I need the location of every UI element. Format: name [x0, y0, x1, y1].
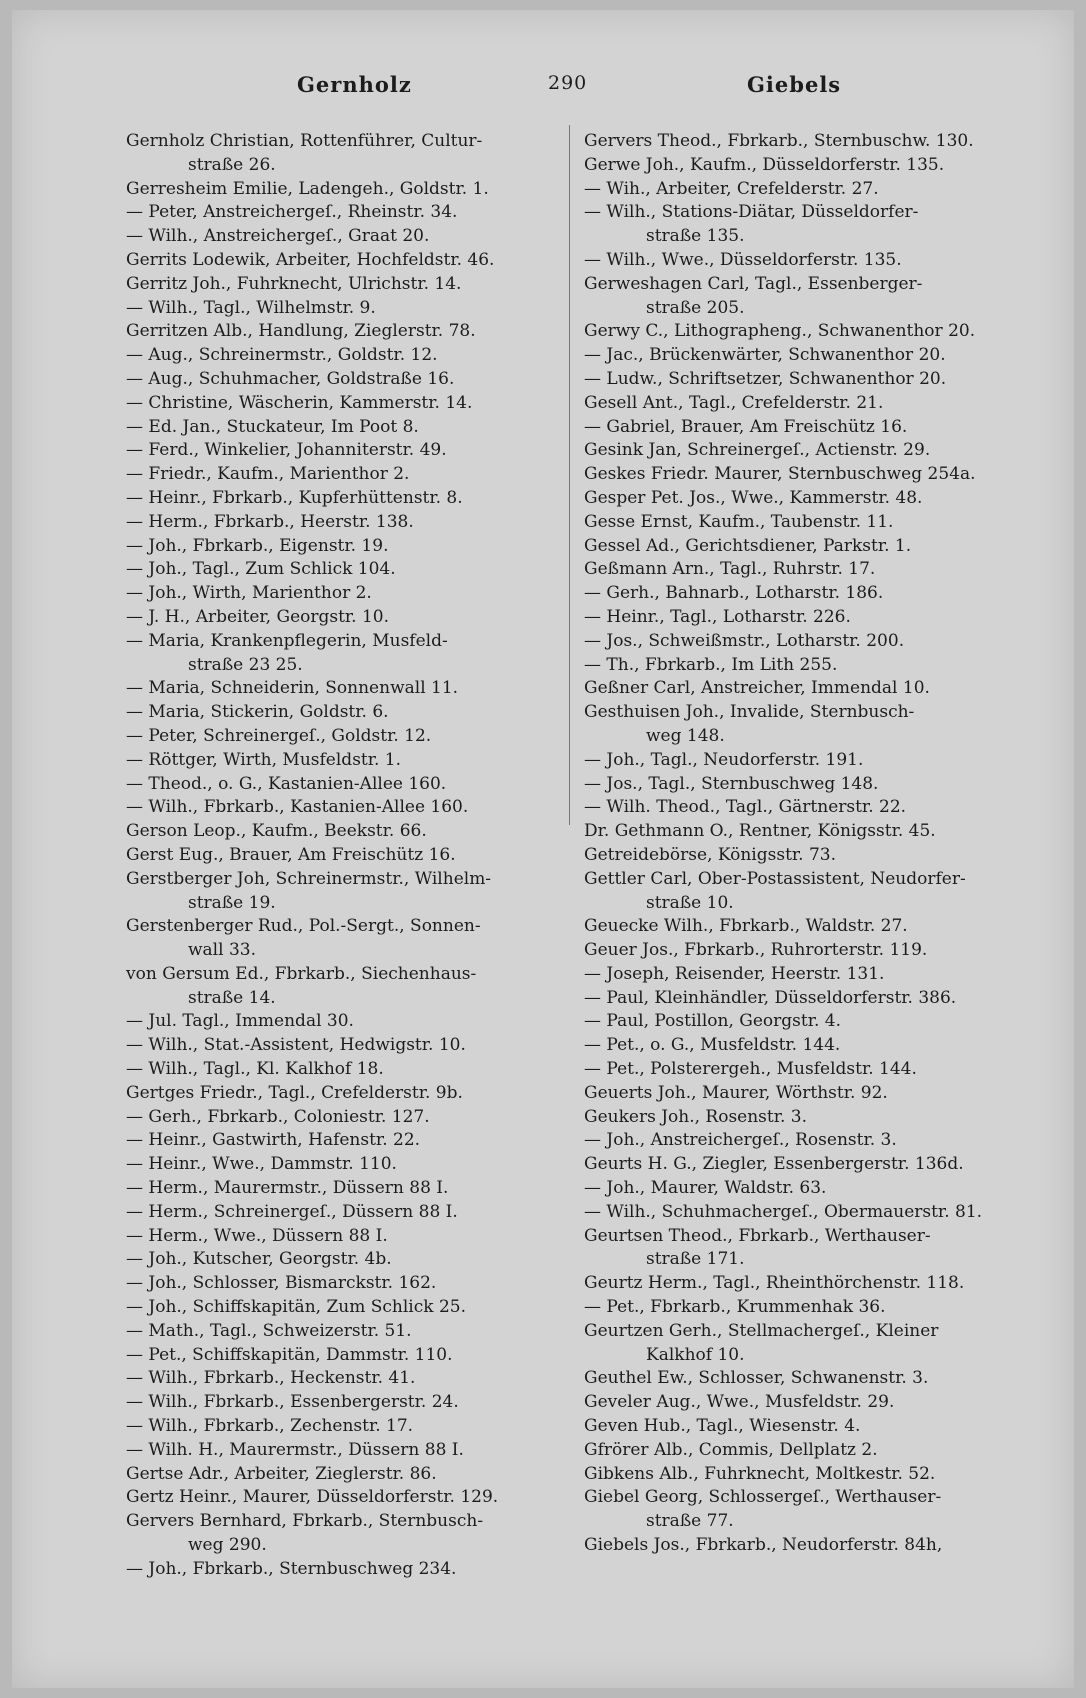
directory-entry: — Gerh., Bahnarb., Lotharstr. 186.	[584, 583, 884, 604]
directory-entry: Gerweshagen Carl, Tagl., Essenberger-	[584, 273, 923, 294]
directory-entry: — Wih., Arbeiter, Crefelderstr. 27.	[584, 178, 879, 199]
directory-entry: Gerstberger Joh, Schreinermstr., Wilhelm-	[126, 868, 492, 889]
directory-entry: — Joh., Fbrkarb., Eigenstr. 19.	[126, 535, 389, 556]
directory-entry: — Paul, Kleinhändler, Düsseldorferstr. 386.	[584, 987, 957, 1008]
directory-entry: Geßmann Arn., Tagl., Ruhrstr. 17.	[584, 559, 876, 580]
directory-entry: — Gabriel, Brauer, Am Freischütz 16.	[584, 416, 908, 437]
running-head-right: Giebels	[747, 72, 842, 97]
directory-entry: — Herm., Maurermstr., Düssern 88 I.	[126, 1178, 449, 1199]
directory-entry: — Wilh., Fbrkarb., Zechenstr. 17.	[126, 1416, 414, 1437]
directory-entry: — Joh., Anstreichergeſ., Rosenstr. 3.	[584, 1130, 897, 1151]
directory-entry: Gerresheim Emilie, Ladengeh., Goldstr. 1.	[126, 178, 489, 199]
directory-entry: straße 171.	[646, 1249, 745, 1270]
directory-entry: — Wilh., Tagl., Kl. Kalkhof 18.	[126, 1059, 384, 1080]
directory-entry: — Maria, Stickerin, Goldstr. 6.	[126, 702, 389, 723]
directory-entry: — Joh., Fbrkarb., Sternbuschweg 234.	[126, 1558, 457, 1579]
directory-entry: Getreidebörse, Königsstr. 73.	[584, 844, 837, 865]
directory-entry: — Pet., Fbrkarb., Krummenhak 36.	[584, 1297, 886, 1318]
directory-entry: straße 135.	[646, 226, 745, 247]
directory-entry: Geuecke Wilh., Fbrkarb., Waldstr. 27.	[584, 916, 908, 937]
directory-entry: — Aug., Schreinermstr., Goldstr. 12.	[126, 345, 438, 366]
directory-entry: — Gerh., Fbrkarb., Coloniestr. 127.	[126, 1106, 430, 1127]
running-head-left: Gernholz	[297, 72, 412, 97]
directory-entry: straße 26.	[188, 154, 276, 175]
directory-entry: Geven Hub., Tagl., Wiesenstr. 4.	[584, 1416, 861, 1437]
directory-entry: von Gersum Ed., Fbrkarb., Siechenhaus-	[126, 963, 477, 984]
directory-entry: weg 290.	[188, 1535, 267, 1556]
directory-entry: Gesse Ernst, Kaufm., Taubenstr. 11.	[584, 511, 894, 532]
directory-entry: Geurtsen Theod., Fbrkarb., Werthauser-	[584, 1225, 931, 1246]
directory-entry: straße 14.	[188, 987, 276, 1008]
directory-entry: Gernholz Christian, Rottenführer, Cultur-	[126, 131, 483, 151]
directory-entry: — Friedr., Kaufm., Marienthor 2.	[126, 464, 410, 485]
directory-entry: Gertges Friedr., Tagl., Crefelderstr. 9b.	[126, 1082, 463, 1103]
directory-entry: weg 148.	[646, 725, 725, 746]
directory-entry: Gertz Heinr., Maurer, Düsseldorferstr. 129.	[126, 1487, 499, 1508]
left-column	[126, 130, 568, 1582]
directory-entry: Gesper Pet. Jos., Wwe., Kammerstr. 48.	[584, 487, 923, 508]
directory-entry: — Wilh., Stat.-Assistent, Hedwigstr. 10.	[126, 1035, 466, 1056]
directory-entry: — Paul, Postillon, Georgstr. 4.	[584, 1011, 841, 1032]
directory-entry: straße 23 25.	[188, 654, 303, 675]
directory-entry: Dr. Gethmann O., Rentner, Königsstr. 45.	[584, 821, 936, 842]
directory-entry: straße 19.	[188, 892, 276, 913]
directory-entry: — Maria, Krankenpflegerin, Musfeld-	[126, 630, 448, 651]
directory-entry: — Joh., Maurer, Waldstr. 63.	[584, 1178, 827, 1199]
directory-entry: — Joh., Wirth, Marienthor 2.	[126, 583, 372, 604]
directory-entry: Gervers Bernhard, Fbrkarb., Sternbusch-	[126, 1511, 484, 1532]
directory-entry: Gfrörer Alb., Commis, Dellplatz 2.	[584, 1439, 878, 1460]
directory-entry: — Herm., Wwe., Düssern 88 I.	[126, 1225, 388, 1246]
column-divider	[569, 125, 570, 825]
directory-entry: — Röttger, Wirth, Musfeldstr. 1.	[126, 749, 402, 770]
directory-entry: — Heinr., Wwe., Dammstr. 110.	[126, 1154, 397, 1175]
directory-entry: Gibkens Alb., Fuhrknecht, Moltkestr. 52.	[584, 1463, 936, 1484]
directory-entry: straße 77.	[646, 1511, 734, 1532]
directory-entry: — Joh., Schlosser, Bismarckstr. 162.	[126, 1273, 437, 1294]
right-column	[584, 130, 1036, 1558]
directory-entry: straße 205.	[646, 297, 745, 318]
directory-entry: — Jul. Tagl., Immendal 30.	[126, 1011, 354, 1032]
directory-entry: — Jos., Tagl., Sternbuschweg 148.	[584, 773, 879, 794]
directory-entry: — Wilh., Fbrkarb., Kastanien-Allee 160.	[126, 797, 469, 818]
directory-entry: Gerrits Lodewik, Arbeiter, Hochfeldstr. 46.	[126, 249, 495, 270]
directory-entry: Geskes Friedr. Maurer, Sternbuschweg 254a.	[584, 464, 976, 485]
directory-entry: — Wilh., Wwe., Düsseldorferstr. 135.	[584, 249, 902, 270]
directory-entry: Gerritzen Alb., Handlung, Zieglerstr. 78.	[126, 321, 476, 342]
directory-entry: Gerstenberger Rud., Pol.-Sergt., Sonnen-	[126, 916, 481, 937]
directory-entry: — Pet., Schiffskapitän, Dammstr. 110.	[126, 1344, 453, 1365]
directory-entry: Geuer Jos., Fbrkarb., Ruhrorterstr. 119.	[584, 940, 928, 961]
directory-entry: — Joh., Kutscher, Georgstr. 4b.	[126, 1249, 392, 1270]
directory-entry: — Heinr., Gastwirth, Hafenstr. 22.	[126, 1130, 421, 1151]
directory-entry: — Christine, Wäscherin, Kammerstr. 14.	[126, 392, 473, 413]
directory-entry: Gerritz Joh., Fuhrknecht, Ulrichstr. 14.	[126, 273, 462, 294]
directory-entry: Geßner Carl, Anstreicher, Immendal 10.	[584, 678, 930, 699]
directory-entry: Gerwy C., Lithographeng., Schwanenthor 20.	[584, 321, 976, 342]
directory-entry: — Pet., Polsterergeh., Musfeldstr. 144.	[584, 1059, 917, 1080]
directory-entry: — Ludw., Schriftsetzer, Schwanenthor 20.	[584, 368, 947, 389]
directory-entry: — Peter, Anstreichergeſ., Rheinstr. 34.	[126, 202, 458, 223]
directory-entry: Geuerts Joh., Maurer, Wörthstr. 92.	[584, 1082, 888, 1103]
directory-entry: Giebel Georg, Schlossergeſ., Werthauser-	[584, 1487, 942, 1508]
directory-entry: — Th., Fbrkarb., Im Lith 255.	[584, 654, 838, 675]
directory-entry: — Wilh., Anstreichergeſ., Graat 20.	[126, 226, 430, 247]
directory-entry: Gesthuisen Joh., Invalide, Sternbusch-	[584, 702, 915, 723]
directory-entry: Geukers Joh., Rosenstr. 3.	[584, 1106, 808, 1127]
directory-entry: Gerson Leop., Kaufm., Beekstr. 66.	[126, 821, 427, 842]
directory-entry: Kalkhof 10.	[646, 1344, 745, 1365]
directory-entry: — Maria, Schneiderin, Sonnenwall 11.	[126, 678, 459, 699]
directory-entry: — Joh., Schiffskapitän, Zum Schlick 25.	[126, 1297, 466, 1318]
directory-entry: — Herm., Schreinergeſ., Düssern 88 I.	[126, 1201, 458, 1222]
directory-entry: Geuthel Ew., Schlosser, Schwanenstr. 3.	[584, 1368, 929, 1389]
directory-entry: — Ferd., Winkelier, Johanniterstr. 49.	[126, 440, 447, 461]
directory-entry: — Math., Tagl., Schweizerstr. 51.	[126, 1320, 412, 1341]
directory-entry: — Heinr., Tagl., Lotharstr. 226.	[584, 606, 851, 627]
directory-entry: — Jac., Brückenwärter, Schwanenthor 20.	[584, 345, 946, 366]
directory-entry: Gettler Carl, Ober-Postassistent, Neudorfer-	[584, 868, 966, 889]
directory-entry: Geveler Aug., Wwe., Musfeldstr. 29.	[584, 1392, 895, 1413]
directory-entry: Geurtz Herm., Tagl., Rheinthörchenstr. 118.	[584, 1273, 965, 1294]
directory-entry: — Wilh., Fbrkarb., Essenbergerstr. 24.	[126, 1392, 459, 1413]
directory-entry: — Herm., Fbrkarb., Heerstr. 138.	[126, 511, 414, 532]
directory-entry: Gerst Eug., Brauer, Am Freischütz 16.	[126, 844, 456, 865]
page-number: 290	[548, 72, 588, 94]
directory-entry: — Wilh., Fbrkarb., Heckenstr. 41.	[126, 1368, 416, 1389]
directory-entry: wall 33.	[188, 940, 256, 961]
directory-entry: Gesink Jan, Schreinergeſ., Actienstr. 29.	[584, 440, 931, 461]
directory-entry: — Wilh. Theod., Tagl., Gärtnerstr. 22.	[584, 797, 907, 818]
directory-entry: Giebels Jos., Fbrkarb., Neudorferstr. 84h,	[584, 1535, 943, 1556]
directory-entry: — Peter, Schreinergeſ., Goldstr. 12.	[126, 725, 432, 746]
directory-page	[12, 10, 1074, 1688]
directory-entry: Gertse Adr., Arbeiter, Zieglerstr. 86.	[126, 1463, 437, 1484]
directory-entry: — Joh., Tagl., Neudorferstr. 191.	[584, 749, 864, 770]
directory-entry: — Ed. Jan., Stuckateur, Im Poot 8.	[126, 416, 419, 437]
directory-entry: Gesell Ant., Tagl., Crefelderstr. 21.	[584, 392, 884, 413]
directory-entry: — Heinr., Fbrkarb., Kupferhüttenstr. 8.	[126, 487, 463, 508]
directory-entry: — Pet., o. G., Musfeldstr. 144.	[584, 1035, 841, 1056]
directory-entry: — Joh., Tagl., Zum Schlick 104.	[126, 559, 396, 580]
directory-entry: straße 10.	[646, 892, 734, 913]
directory-entry: Gerwe Joh., Kaufm., Düsseldorferstr. 135.	[584, 154, 945, 175]
directory-entry: Geurtzen Gerh., Stellmachergeſ., Kleiner	[584, 1320, 939, 1341]
directory-entry: — Theod., o. G., Kastanien-Allee 160.	[126, 773, 447, 794]
directory-entry: — Aug., Schuhmacher, Goldstraße 16.	[126, 368, 455, 389]
directory-entry: — Joseph, Reisender, Heerstr. 131.	[584, 963, 885, 984]
directory-entry: Gessel Ad., Gerichtsdiener, Parkstr. 1.	[584, 535, 912, 556]
directory-entry: — Wilh., Stations-Diätar, Düsseldorfer-	[584, 202, 919, 223]
directory-entry: Geurts H. G., Ziegler, Essenbergerstr. 136d.	[584, 1154, 964, 1175]
directory-entry: Gervers Theod., Fbrkarb., Sternbuschw. 130.	[584, 131, 974, 151]
directory-entry: — Wilh., Tagl., Wilhelmstr. 9.	[126, 297, 376, 318]
directory-entry: — J. H., Arbeiter, Georgstr. 10.	[126, 606, 390, 627]
directory-entry: — Wilh., Schuhmachergeſ., Obermauerstr. 81.	[584, 1201, 983, 1222]
directory-entry: — Jos., Schweißmstr., Lotharstr. 200.	[584, 630, 905, 651]
directory-entry: — Wilh. H., Maurermstr., Düssern 88 I.	[126, 1439, 464, 1460]
